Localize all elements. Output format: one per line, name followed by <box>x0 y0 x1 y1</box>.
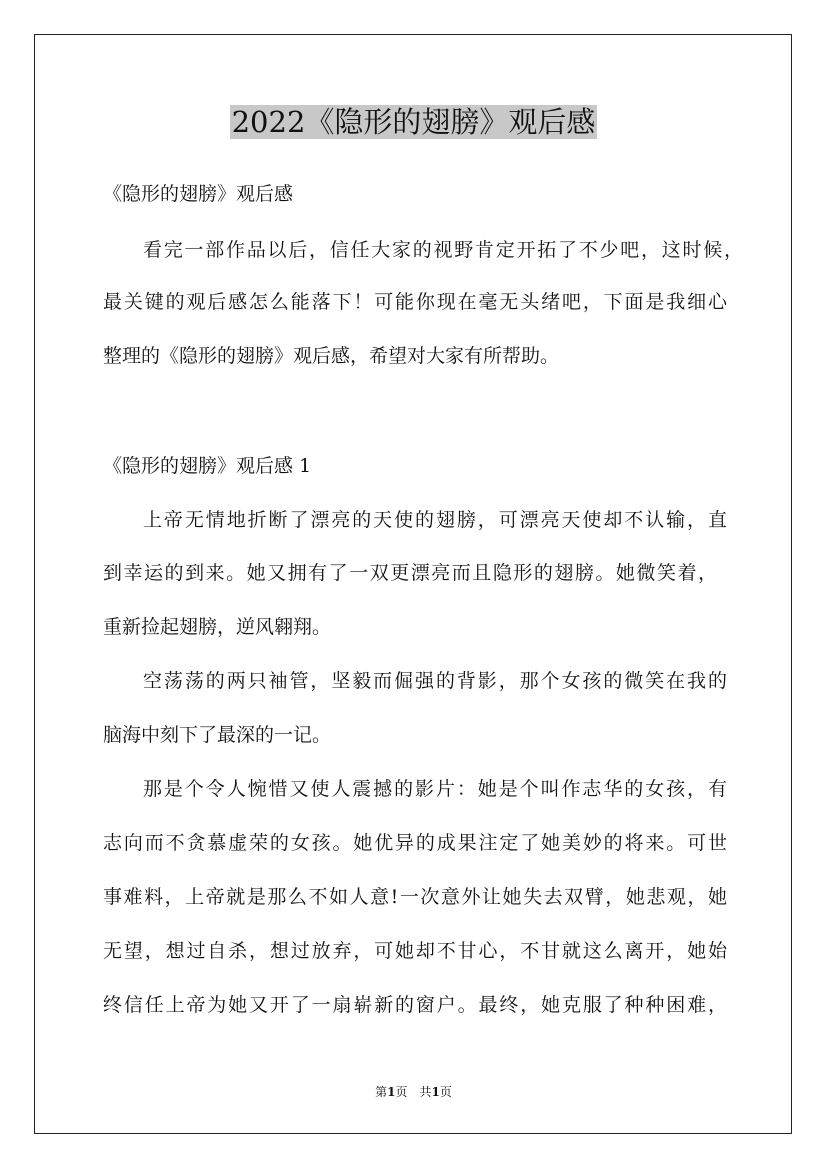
paragraph3-line-3: 事难料，上帝就是那么不如人意!一次意外让她失去双臂，她悲观，她 <box>103 886 727 908</box>
paragraph2-line-1: 空荡荡的两只袖管，坚毅而倔强的背影，那个女孩的微笑在我的 <box>143 670 727 692</box>
paragraph1-line-3: 重新捡起翅膀，逆风翱翔。 <box>103 616 332 638</box>
page-footer: 第1页 共1页 <box>375 1085 452 1099</box>
document-title <box>0 100 827 144</box>
section-heading: 《隐形的翅膀》观后感 1 <box>103 455 312 477</box>
paragraph1-line-1: 上帝无情地折断了漂亮的天使的翅膀，可漂亮天使却不认输，直 <box>143 509 727 531</box>
document-subtitle: 《隐形的翅膀》观后感 <box>103 183 294 205</box>
total-pages: 1 <box>431 1085 440 1099</box>
document-title-text: 2022《隐形的翅膀》观后感 <box>231 105 596 139</box>
intro-line-2: 最关键的观后感怎么能落下！可能你现在毫无头绪吧，下面是我细心 <box>103 291 727 313</box>
paragraph3-line-2: 志向而不贪慕虚荣的女孩。她优异的成果注定了她美妙的将来。可世 <box>103 832 727 854</box>
paragraph2-line-2: 脑海中刻下了最深的一记。 <box>103 724 332 746</box>
paragraph3-line-1: 那是个令人惋惜又使人震撼的影片：她是个叫作志华的女孩，有 <box>143 778 727 800</box>
page-number: 1 <box>387 1085 396 1099</box>
paragraph3-line-5: 终信任上帝为她又开了一扇崭新的窗户。最终，她克服了种种困难， <box>103 994 727 1016</box>
intro-line-3: 整理的《隐形的翅膀》观后感，希望对大家有所帮助。 <box>103 345 560 367</box>
paragraph1-line-2: 到幸运的到来。她又拥有了一双更漂亮而且隐形的翅膀。她微笑着， <box>103 562 717 584</box>
paragraph3-line-4: 无望，想过自杀，想过放弃，可她却不甘心，不甘就这么离开，她始 <box>103 940 727 962</box>
intro-line-1: 看完一部作品以后，信任大家的视野肯定开拓了不少吧，这时候， <box>143 239 743 261</box>
